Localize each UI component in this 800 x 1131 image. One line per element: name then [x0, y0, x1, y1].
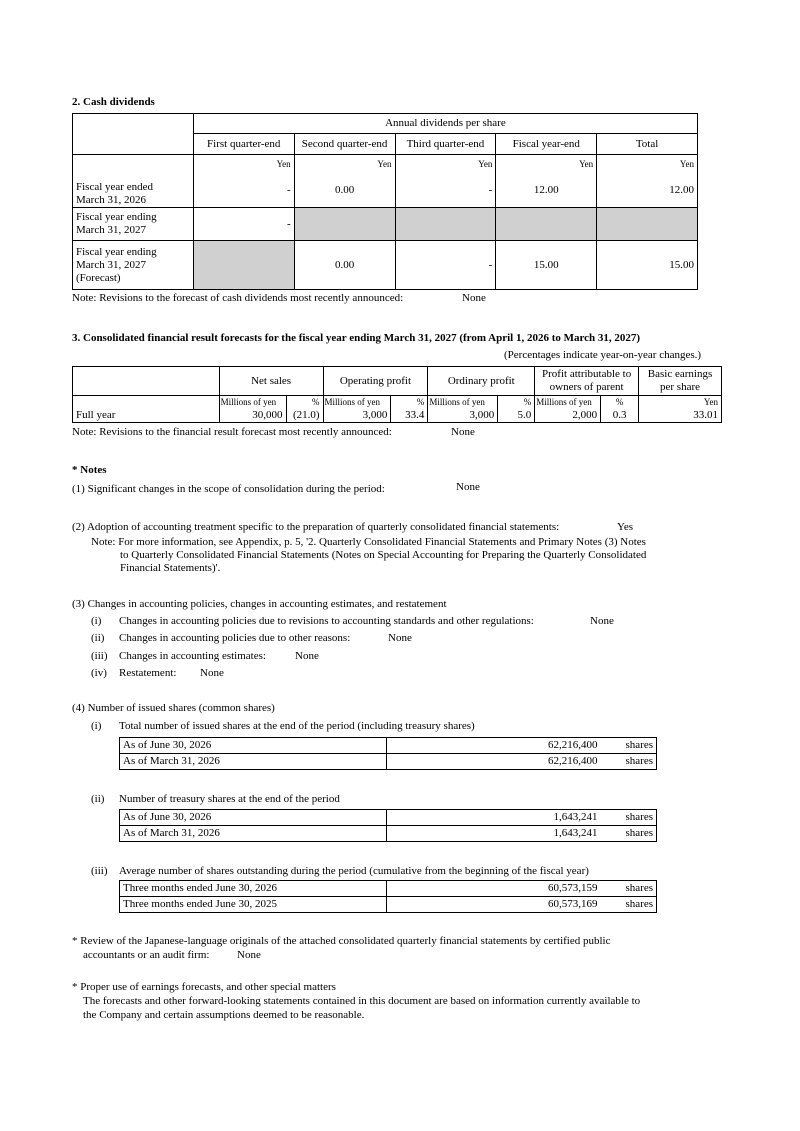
row-label: (Forecast) [76, 271, 121, 284]
row-label: Fiscal year ending [76, 211, 157, 223]
unit-label: % [286, 396, 323, 410]
note-3-label: (3) Changes in accounting policies, changes in accounting estimates, and restatement [72, 598, 447, 610]
list-item: Number of treasury shares at the end of the period [119, 793, 340, 805]
section-heading-dividends: 2. Cash dividends [72, 96, 155, 108]
table-cell: 60,573,159 [387, 881, 601, 897]
table-cell: 3,000 [323, 409, 391, 423]
table-row [73, 409, 722, 423]
row-label: March 31, 2027 [76, 224, 146, 236]
table-cell: As of June 30, 2026 [120, 738, 387, 754]
unit-label: Millions of yen [428, 396, 498, 410]
review-statement: * Review of the Japanese-language originals of the attached consolidated quarterly financial statements by certified public [72, 935, 611, 947]
list-item: Total number of issued shares at the end of the period (including treasury shares) [119, 720, 475, 732]
table-cell: Three months ended June 30, 2025 [120, 897, 387, 913]
list-item-value: None [295, 650, 319, 662]
table-cell: 33.4 [391, 409, 428, 423]
forecast-note: Note: Revisions to the financial result forecast most recently announced: [72, 426, 392, 438]
list-item-value: None [200, 667, 224, 679]
dividends-header-group: Annual dividends per share [193, 114, 697, 134]
table-row [120, 754, 657, 770]
table-row [73, 208, 698, 241]
row-label: March 31, 2027 [76, 258, 146, 271]
forecast-col-header: Basic earnings [647, 368, 713, 380]
forecast-col-header: Net sales [219, 367, 323, 396]
proper-use-heading: * Proper use of earnings forecasts, and other special matters [72, 981, 336, 993]
note-4-label: (4) Number of issued shares (common shares) [72, 702, 275, 714]
dividends-table [72, 113, 698, 290]
table-cell: - [193, 208, 294, 241]
table-cell: shares [601, 881, 657, 897]
forecast-col-header: per share [660, 381, 701, 393]
row-label: Fiscal year ended [76, 181, 153, 193]
table-cell: As of March 31, 2026 [120, 754, 387, 770]
unit-label: Millions of yen [535, 396, 601, 410]
dividends-col-header: Total [597, 134, 698, 155]
table-cell: 30,000 [219, 409, 286, 423]
table-cell: 62,216,400 [387, 738, 601, 754]
dividends-col-header: Fiscal year-end [496, 134, 597, 155]
table-cell: As of June 30, 2026 [120, 810, 387, 826]
note-1-value: None [456, 481, 480, 493]
proper-use-text: the Company and certain assumptions deemed to be reasonable. [83, 1009, 365, 1021]
unit-label: Yen [294, 155, 395, 175]
note-2-detail: Note: For more information, see Appendix, p. 5, '2. Quarterly Consolidated Financial Statements and Primary Notes (3) Notes [91, 536, 646, 548]
table-row [120, 897, 657, 913]
forecast-note-value: None [451, 426, 475, 438]
dividends-col-header: Third quarter-end [395, 134, 496, 155]
list-item-value: None [388, 632, 412, 644]
table-cell: shares [601, 754, 657, 770]
list-item-num: (iv) [91, 667, 107, 679]
table-cell: 12.00 [597, 175, 698, 208]
table-cell: 12.00 [496, 175, 597, 208]
review-statement: accountants or an audit firm: [83, 949, 210, 961]
unit-label: % [498, 396, 535, 410]
table-cell: 15.00 [496, 241, 597, 290]
list-item: Restatement: [119, 667, 177, 679]
list-item-num: (ii) [91, 793, 105, 805]
list-item: Changes in accounting policies due to revisions to accounting standards and other regulations: [119, 615, 534, 627]
list-item-num: (iii) [91, 865, 108, 877]
forecast-col-header: Ordinary profit [428, 367, 535, 396]
section-heading-forecast: 3. Consolidated financial result forecasts for the fiscal year ending March 31, 2027 (from April 1, 2026 to March 31, 2027) [72, 332, 641, 344]
table-cell: 1,643,241 [387, 810, 601, 826]
table-cell: 0.00 [294, 175, 395, 208]
shares-table-issued [119, 737, 657, 770]
table-row [73, 241, 698, 290]
proper-use-text: The forecasts and other forward-looking statements contained in this document are based on information currently available to [83, 995, 641, 1007]
list-item-num: (i) [91, 615, 102, 627]
forecast-table [72, 366, 722, 423]
unit-label: Yen [496, 155, 597, 175]
table-cell: 0.3 [601, 409, 639, 423]
table-row [120, 810, 657, 826]
row-label: Full year [73, 409, 220, 423]
table-cell: shares [601, 810, 657, 826]
dividends-note-value: None [462, 292, 486, 304]
shares-table-treasury [119, 809, 657, 842]
table-row [120, 738, 657, 754]
table-cell: (21.0) [286, 409, 323, 423]
notes-heading: * Notes [72, 464, 107, 476]
table-cell: 3,000 [428, 409, 498, 423]
shares-table-average [119, 880, 657, 913]
table-cell: - [395, 241, 496, 290]
unit-label: Yen [639, 396, 722, 410]
table-cell: As of March 31, 2026 [120, 826, 387, 842]
forecast-col-header: Profit attributable to [542, 368, 632, 380]
table-cell: - [193, 175, 294, 208]
table-cell: shares [601, 738, 657, 754]
unit-label: % [601, 396, 639, 410]
note-2-detail: to Quarterly Consolidated Financial Statements (Notes on Special Accounting for Preparing the Quarterly Consolidated [120, 549, 647, 561]
unit-label: Yen [193, 155, 294, 175]
unit-label: Yen [597, 155, 698, 175]
list-item-num: (iii) [91, 650, 108, 662]
table-cell: 62,216,400 [387, 754, 601, 770]
table-cell: 2,000 [535, 409, 601, 423]
table-cell-shaded [193, 241, 294, 290]
table-cell: 5.0 [498, 409, 535, 423]
unit-label: Millions of yen [323, 396, 391, 410]
table-cell: Three months ended June 30, 2026 [120, 881, 387, 897]
table-row [73, 175, 698, 208]
dividends-col-header: Second quarter-end [294, 134, 395, 155]
table-cell: 15.00 [597, 241, 698, 290]
note-2-value: Yes [617, 521, 634, 533]
unit-label: Millions of yen [219, 396, 286, 410]
table-cell: 60,573,169 [387, 897, 601, 913]
row-label: Fiscal year ending [76, 245, 157, 258]
table-row [120, 881, 657, 897]
row-label: March 31, 2026 [76, 194, 146, 206]
dividends-col-header: First quarter-end [193, 134, 294, 155]
note-1-label: (1) Significant changes in the scope of consolidation during the period: [72, 483, 385, 495]
review-value: None [237, 949, 261, 961]
table-cell: 1,643,241 [387, 826, 601, 842]
list-item: Changes in accounting policies due to other reasons: [119, 632, 351, 644]
list-item-num: (ii) [91, 632, 105, 644]
note-2-detail: Financial Statements)'. [120, 562, 221, 574]
unit-label: Yen [395, 155, 496, 175]
list-item: Average number of shares outstanding during the period (cumulative from the beginning of the fiscal year) [119, 865, 589, 877]
table-cell: 0.00 [294, 241, 395, 290]
unit-label: % [391, 396, 428, 410]
list-item-num: (i) [91, 720, 102, 732]
list-item-value: None [590, 615, 614, 627]
table-cell: - [395, 175, 496, 208]
table-row [120, 826, 657, 842]
list-item: Changes in accounting estimates: [119, 650, 266, 662]
table-cell: shares [601, 897, 657, 913]
note-2-label: (2) Adoption of accounting treatment specific to the preparation of quarterly consolidated financial statements: [72, 521, 560, 533]
forecast-pct-note: (Percentages indicate year-on-year changes.) [504, 349, 702, 361]
dividends-note: Note: Revisions to the forecast of cash dividends most recently announced: [72, 292, 404, 304]
forecast-col-header: Operating profit [323, 367, 428, 396]
table-cell: shares [601, 826, 657, 842]
table-cell: 33.01 [639, 409, 722, 423]
forecast-col-header: owners of parent [549, 381, 624, 393]
